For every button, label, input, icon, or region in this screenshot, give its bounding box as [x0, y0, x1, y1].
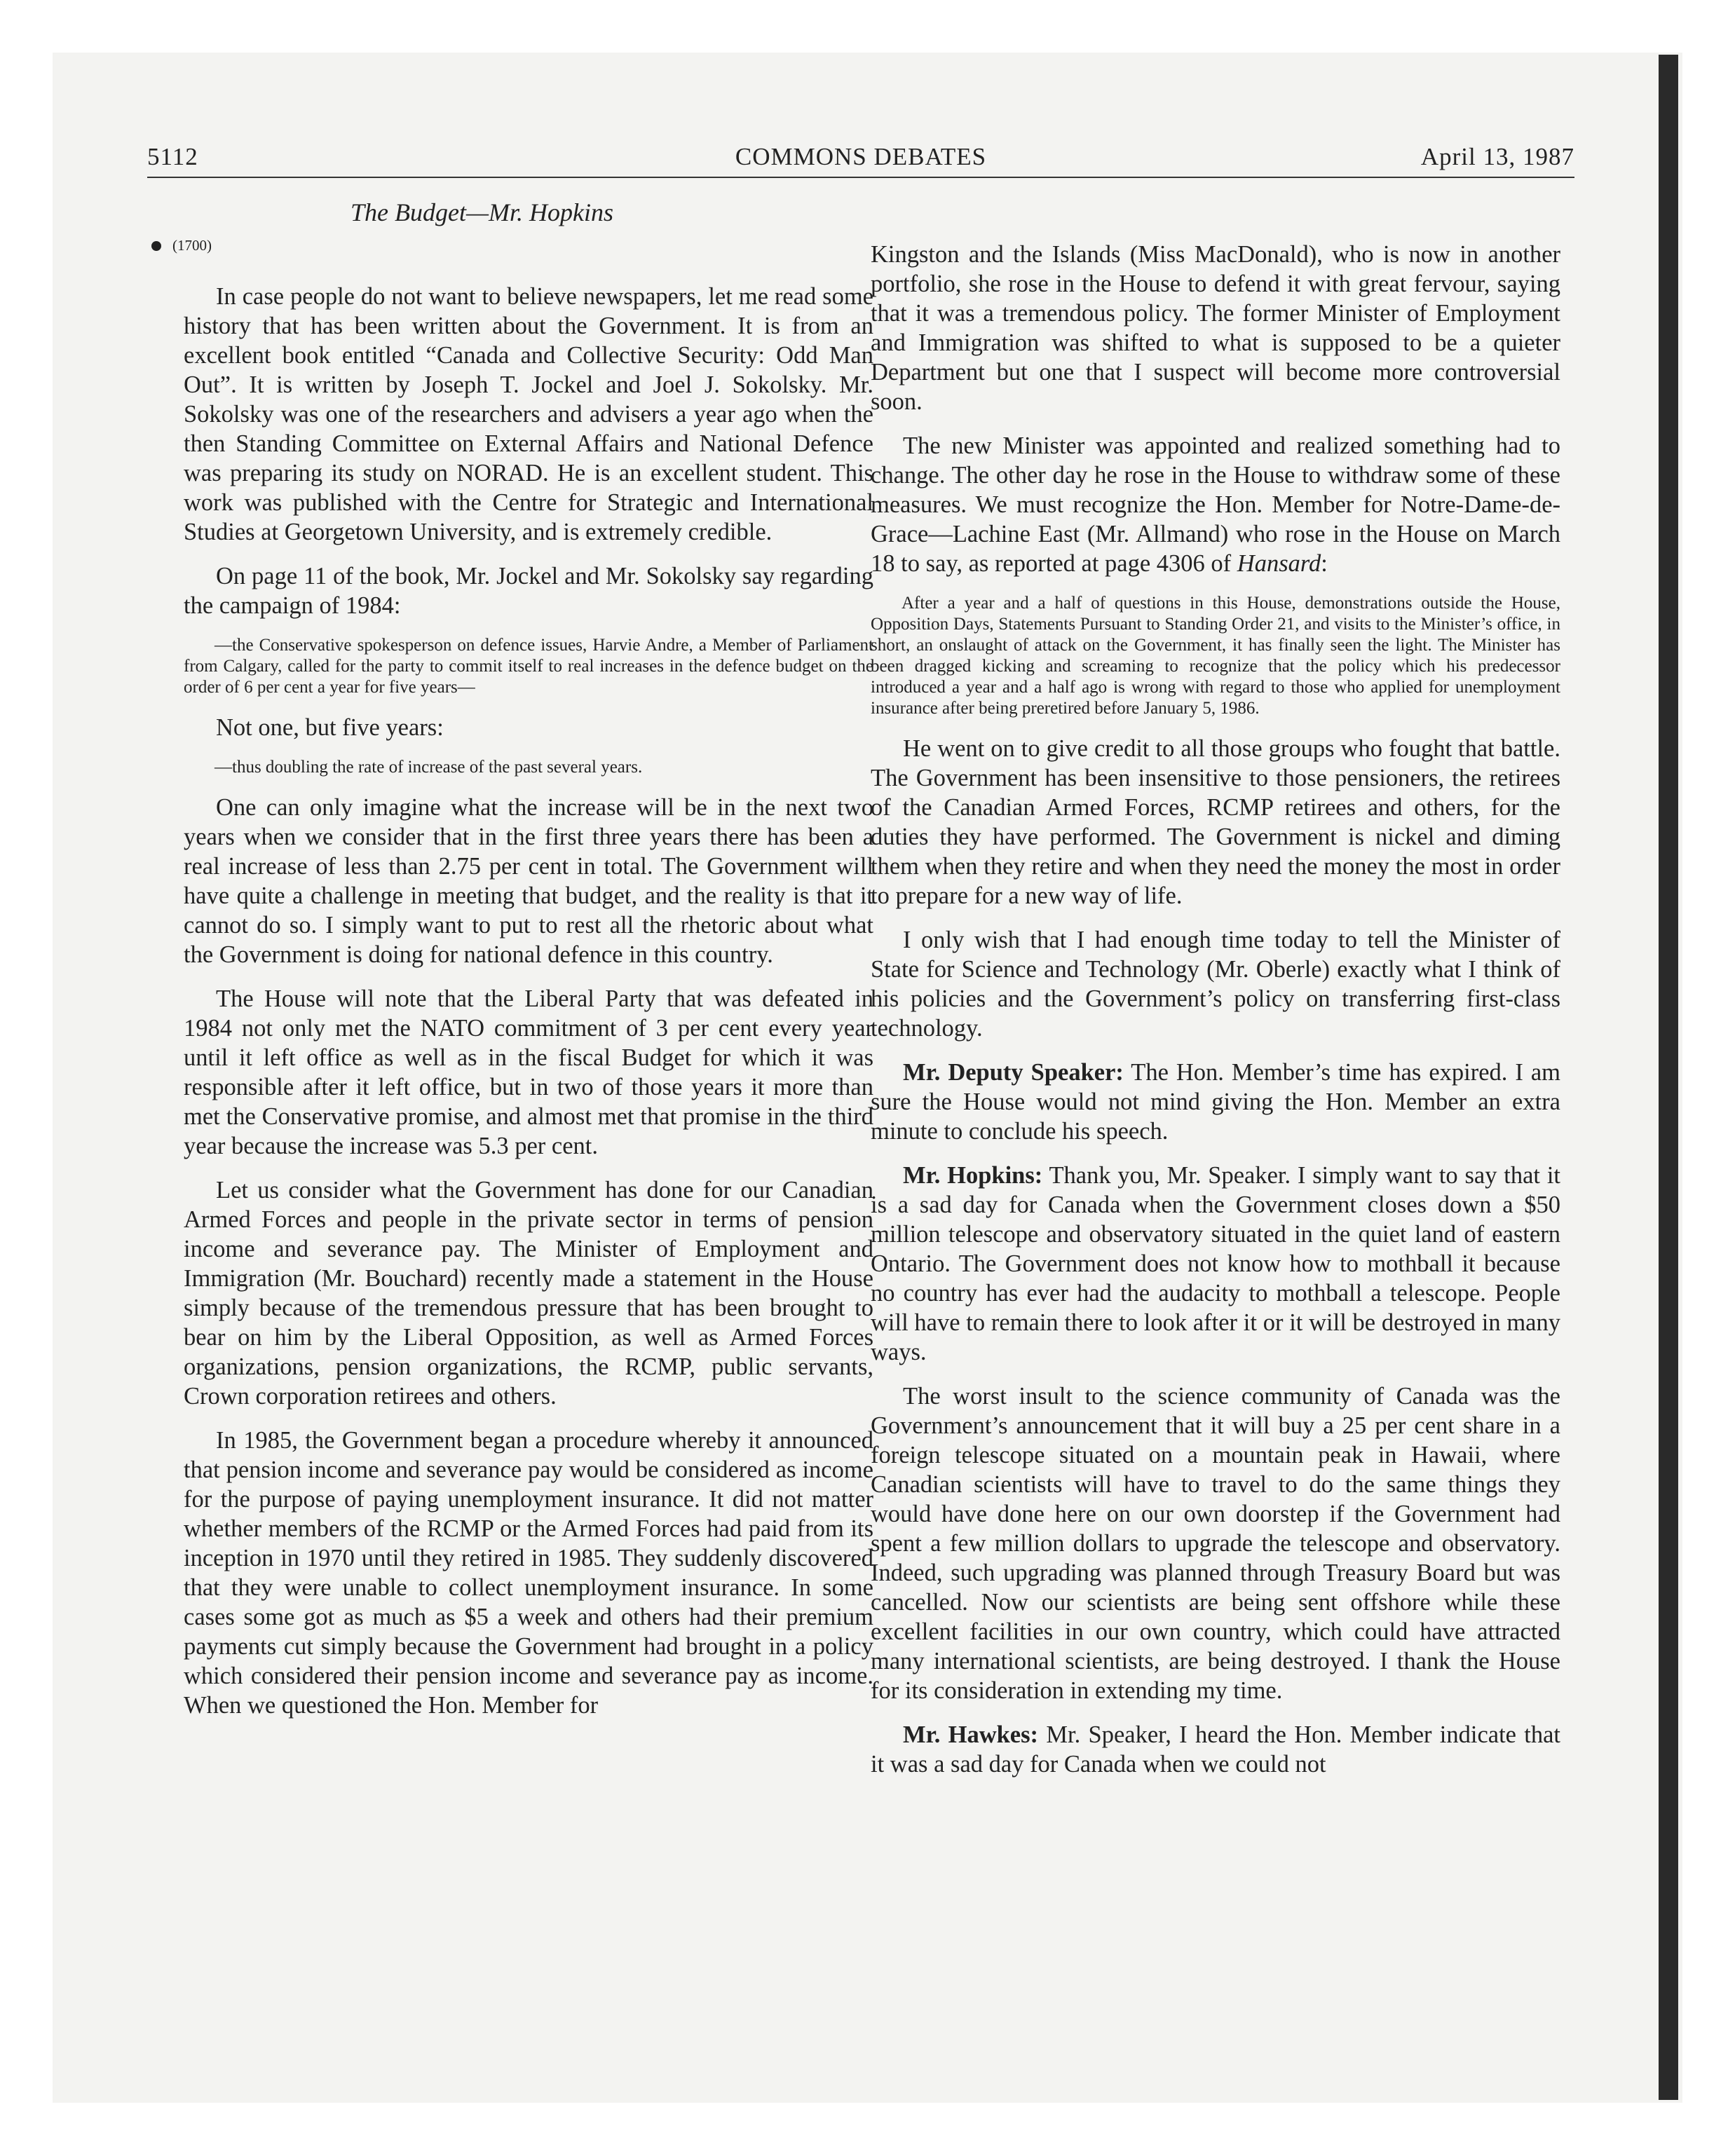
paragraph: Let us consider what the Government has done for our Canadian Armed Forces and people in the private sector in terms of pension income and severance pay. The Minister of Employment and Immigration (Mr. Bouchard) recently made a statement in the House simply because of the tremendous pressure that has been brought to bear on him by the Liberal Opposition, as well as Armed Forces organizations, pension organizations, the RCMP, public servants, Crown corporation retirees and others. [184, 1177, 873, 1410]
paragraph: The House will note that the Liberal Party that was defeated in 1984 not only met the NATO commitment of 3 per cent every year until it left office as well as in the fiscal Budget for which it was responsible after it left office, but in two of those years it more than met the Conservative promise, and almost met that promise in the third year because the increase was 5.3 per cent. [184, 985, 873, 1159]
page-number: 5112 [147, 143, 198, 170]
speech-text: Thank you, Mr. Speaker. I simply want to say that it is a sad day for Canada when the Government closes down a $50 million telescope and observatory situated in the quiet land of eastern Ontario. The Government does not know how to mothball it because no country has ever had the audacity to mothball a telescope. People will have to remain there to look after it or it will be destroyed in many ways. [871, 1162, 1560, 1365]
journal-title: COMMONS DEBATES [735, 143, 987, 170]
paragraph-end: : [1321, 550, 1328, 577]
speech-paragraph [871, 1058, 1560, 1146]
block-quote: —thus doubling the rate of increase of the past several years. [215, 758, 643, 777]
paragraph [871, 431, 1560, 578]
speaker-name: Mr. Deputy Speaker: [903, 1059, 1124, 1086]
paragraph: In 1985, the Government began a procedure whereby it announced that pension income and severance pay would be considered as income for the purpose of paying unemployment insurance. It did not matter whether members of the RCMP or the Armed Forces had paid from its inception in 1970 until they retired in 1985. They suddenly discovered that they were unable to collect unemployment insurance. In some cases some got as much as $5 a week and others had their premium payments cut simply because the Government had brought in a policy which considered their pension income and severance pay as income. When we questioned the Hon. Member for [184, 1427, 873, 1719]
speech-text: Mr. Speaker, I heard the Hon. Member indicate that it was a sad day for Canada when we could not [871, 1721, 1560, 1778]
right-column [871, 240, 1560, 1794]
speech-paragraph [871, 1161, 1560, 1367]
block-quote: After a year and a half of questions in this House, demonstrations outside the House, Opposition Days, Statements Pursuant to Standing Order 21, and visits to the Minister’s office, in short, an onslaught of attack on the Government, it has finally seen the light. The Minister has been dragged kicking and screaming to recognize that the policy which his predecessor introduced a year and a half ago is wrong with regard to those who applied for unemployment insurance after being preretired before January 5, 1986. [871, 594, 1560, 718]
scan-edge-bar [1659, 55, 1678, 2100]
source-title: Hansard [1237, 550, 1321, 577]
paragraph: One can only imagine what the increase will be in the next two years when we consider that in the first three years there has been a real increase of less than 2.75 per cent in total. The Government will have quite a challenge in meeting that budget, and the reality is that it cannot do so. I simply want to put to rest all the rhetoric about what the Government is doing for national defence in this country. [184, 794, 873, 968]
speaker-name: Mr. Hopkins: [903, 1162, 1043, 1189]
paragraph: On page 11 of the book, Mr. Jockel and Mr. Sokolsky say regarding the campaign of 1984: [184, 563, 873, 619]
running-title: The Budget—Mr. Hopkins [351, 198, 613, 226]
bullet-dot-icon [151, 241, 161, 251]
block-quote: —the Conservative spokesperson on defence issues, Harvie Andre, a Member of Parliament from Calgary, called for the party to commit itself to real increases in the defence budget on the order of 6 per cent a year for five years— [184, 636, 873, 697]
speaker-name: Mr. Hawkes: [903, 1721, 1039, 1748]
speech-text: The Hon. Member’s time has expired. I am sure the House would not mind giving the Hon. Member an extra minute to conclude his speech. [871, 1059, 1560, 1145]
left-column [184, 282, 873, 1735]
header-date: April 13, 1987 [1420, 143, 1574, 170]
speech-paragraph [871, 1720, 1560, 1779]
paragraph: He went on to give credit to all those groups who fought that battle. The Government has been insensitive to those pensioners, the retirees of the Canadian Armed Forces, RCMP retirees and others, for the duties they have performed. The Government is nickel and diming them when they retire and when they need the money the most in order to prepare for a new way of life. [871, 735, 1560, 909]
time-marker [151, 237, 212, 254]
paragraph: Not one, but five years: [216, 714, 444, 741]
paragraph: The worst insult to the science community of Canada was the Government’s announcement that it will buy a 25 per cent share in a foreign telescope situated on a mountain peak in Hawaii, where Canadian scientists will have to travel to do the same things they would have done here on our own doorstep if the Government had spent a few million dollars to upgrade the telescope and observatory. Indeed, such upgrading was planned through Treasury Board but was cancelled. Now our scientists are being sent offshore while these excellent facilities in our own country, which could have attracted many international scientists, are being destroyed. I thank the House for its consideration in extending my time. [871, 1383, 1560, 1704]
page-header [147, 140, 1574, 178]
paragraph: I only wish that I had enough time today to tell the Minister of State for Science and Technology (Mr. Oberle) exactly what I think of his policies and the Government’s policy on transferring first-class technology. [871, 927, 1560, 1042]
paragraph: In case people do not want to believe newspapers, let me read some history that has been written about the Government. It is from an excellent book entitled “Canada and Collective Security: Odd Man Out”. It is written by Joseph T. Jockel and Joel J. Sokolsky. Mr. Sokolsky was one of the researchers and advisers a year ago when the then Standing Committee on External Affairs and National Defence was preparing its study on NORAD. He is an excellent student. This work was published with the Centre for Strategic and International Studies at Georgetown University, and is extremely credible. [184, 283, 873, 545]
paragraph: Kingston and the Islands (Miss MacDonald), who is now in another portfolio, she rose in the House to defend it with great fervour, saying that it was a tremendous policy. The former Minister of Employment and Immigration was shifted to what is supposed to be a quieter Department but one that I suspect will become more controversial soon. [871, 241, 1560, 415]
time-marker-text: (1700) [172, 237, 212, 254]
paragraph-text: The new Minister was appointed and realized something had to change. The other day he rose in the House to withdraw some of these measures. We must recognize the Hon. Member for Notre-Dame-de-Grace—Lachine East (Mr. Allmand) who rose in the House on March 18 to say, as reported at page 4306 of [871, 432, 1560, 577]
